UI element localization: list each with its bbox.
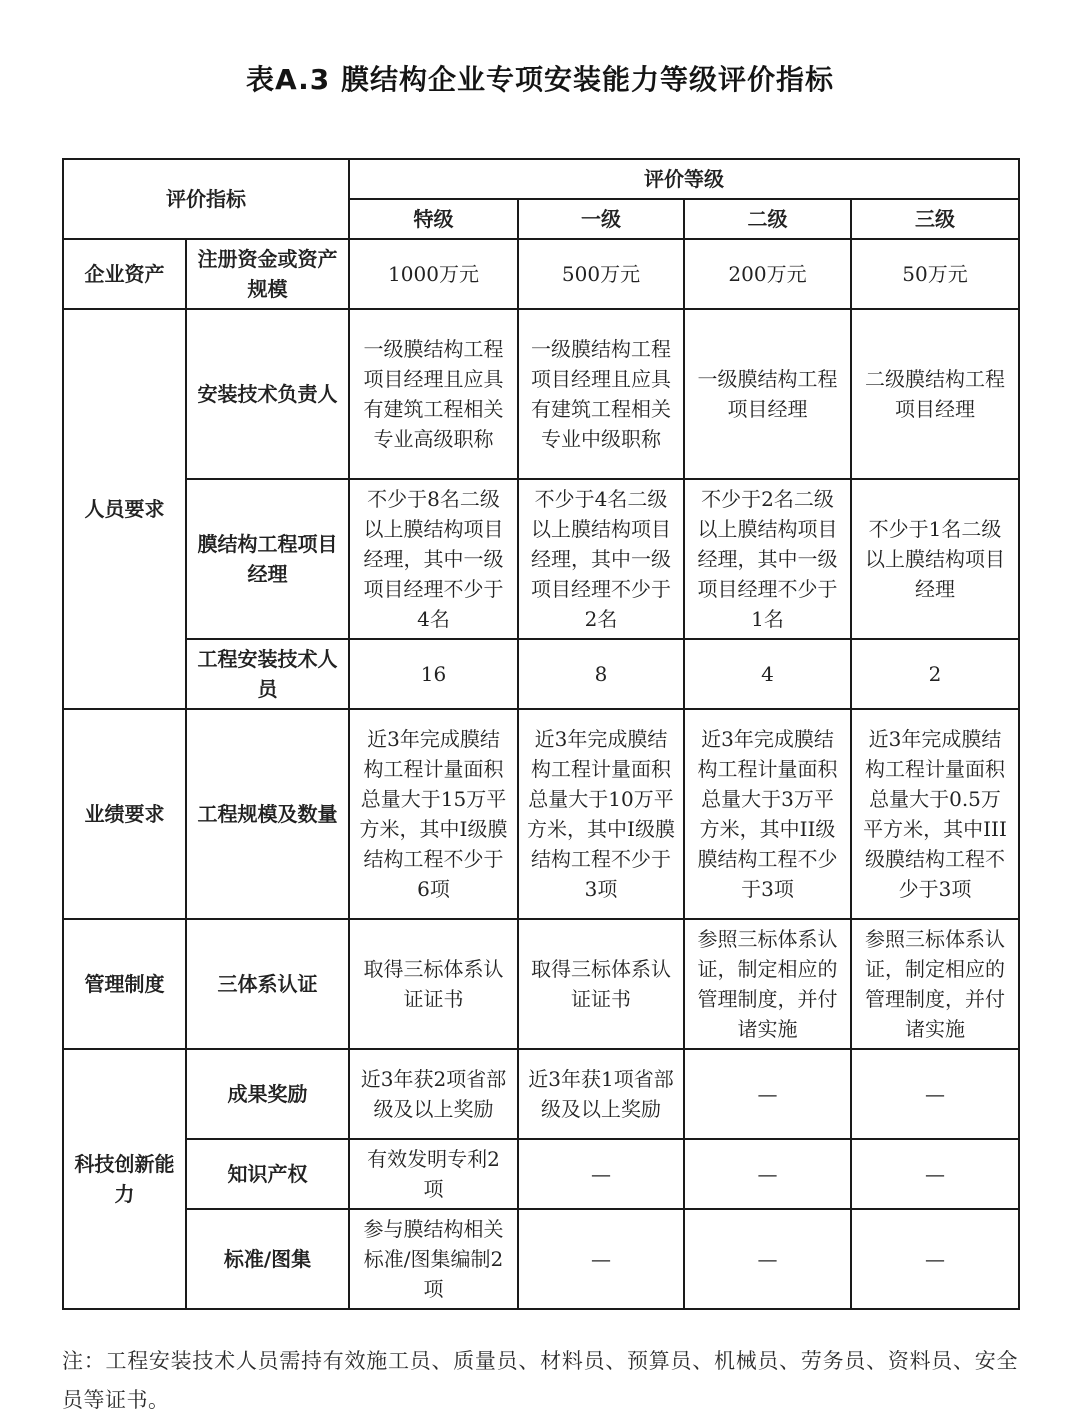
value-cell: — bbox=[684, 1049, 851, 1139]
footnote: 注：工程安装技术人员需持有效施工员、质量员、材料员、预算员、机械员、劳务员、资料员、安全员等证书。 bbox=[62, 1349, 1018, 1412]
header-indicator: 评价指标 bbox=[63, 159, 349, 239]
value-cell: 近3年获2项省部级及以上奖励 bbox=[349, 1049, 518, 1139]
value-cell: 近3年完成膜结构工程计量面积总量大于15万平方米，其中I级膜结构工程不少于6项 bbox=[349, 709, 518, 919]
value-cell: — bbox=[684, 1209, 851, 1309]
value-cell: 取得三标体系认证证书 bbox=[349, 919, 518, 1049]
indicator-cell: 安装技术负责人 bbox=[186, 309, 349, 479]
value-cell: 50万元 bbox=[851, 239, 1019, 309]
value-cell: 取得三标体系认证证书 bbox=[518, 919, 684, 1049]
indicator-cell: 标准/图集 bbox=[186, 1209, 349, 1309]
indicator-cell: 知识产权 bbox=[186, 1139, 349, 1209]
value-cell: 一级膜结构工程项目经理且应具有建筑工程相关专业高级职称 bbox=[349, 309, 518, 479]
category-cell: 科技创新能力 bbox=[63, 1049, 186, 1309]
indicator-cell: 工程安装技术人员 bbox=[186, 639, 349, 709]
indicator-cell: 成果奖励 bbox=[186, 1049, 349, 1139]
header-grade: 评价等级 bbox=[349, 159, 1019, 199]
value-cell: 200万元 bbox=[684, 239, 851, 309]
value-cell: 参与膜结构相关标准/图集编制2项 bbox=[349, 1209, 518, 1309]
value-cell: 8 bbox=[518, 639, 684, 709]
value-cell: — bbox=[518, 1139, 684, 1209]
table-row-standards bbox=[63, 1209, 1019, 1309]
value-cell: 二级膜结构工程项目经理 bbox=[851, 309, 1019, 479]
table-row-install-staff bbox=[63, 639, 1019, 709]
value-cell: 一级膜结构工程项目经理且应具有建筑工程相关专业中级职称 bbox=[518, 309, 684, 479]
value-cell: 不少于2名二级以上膜结构项目经理，其中一级项目经理不少于1名 bbox=[684, 479, 851, 639]
value-cell: 2 bbox=[851, 639, 1019, 709]
value-cell: 近3年完成膜结构工程计量面积总量大于3万平方米，其中II级膜结构工程不少于3项 bbox=[684, 709, 851, 919]
value-cell: 参照三标体系认证，制定相应的管理制度，并付诸实施 bbox=[684, 919, 851, 1049]
table-row-performance bbox=[63, 709, 1019, 919]
category-cell: 管理制度 bbox=[63, 919, 186, 1049]
indicator-cell: 工程规模及数量 bbox=[186, 709, 349, 919]
value-cell: — bbox=[518, 1209, 684, 1309]
indicator-cell: 注册资金或资产规模 bbox=[186, 239, 349, 309]
value-cell: 不少于4名二级以上膜结构项目经理，其中一级项目经理不少于2名 bbox=[518, 479, 684, 639]
table-row-project-manager bbox=[63, 479, 1019, 639]
header-grade-second: 二级 bbox=[684, 199, 851, 239]
table-row-ip bbox=[63, 1139, 1019, 1209]
value-cell: — bbox=[851, 1209, 1019, 1309]
value-cell: 1000万元 bbox=[349, 239, 518, 309]
header-grade-first: 一级 bbox=[518, 199, 684, 239]
value-cell: 近3年完成膜结构工程计量面积总量大于10万平方米，其中I级膜结构工程不少于3项 bbox=[518, 709, 684, 919]
value-cell: — bbox=[684, 1139, 851, 1209]
value-cell: 不少于1名二级以上膜结构项目经理 bbox=[851, 479, 1019, 639]
table-row-awards bbox=[63, 1049, 1019, 1139]
table-row-assets bbox=[63, 239, 1019, 309]
value-cell: 一级膜结构工程项目经理 bbox=[684, 309, 851, 479]
header-row-top bbox=[63, 159, 1019, 199]
indicator-cell: 膜结构工程项目经理 bbox=[186, 479, 349, 639]
header-grade-special: 特级 bbox=[349, 199, 518, 239]
value-cell: 4 bbox=[684, 639, 851, 709]
indicator-cell: 三体系认证 bbox=[186, 919, 349, 1049]
value-cell: 参照三标体系认证，制定相应的管理制度，并付诸实施 bbox=[851, 919, 1019, 1049]
category-cell: 人员要求 bbox=[63, 309, 186, 709]
table-title: 表A.3 膜结构企业专项安装能力等级评价指标 bbox=[245, 63, 835, 96]
value-cell: 不少于8名二级以上膜结构项目经理，其中一级项目经理不少于4名 bbox=[349, 479, 518, 639]
value-cell: — bbox=[851, 1049, 1019, 1139]
category-cell: 企业资产 bbox=[63, 239, 186, 309]
table-row-tech-lead bbox=[63, 309, 1019, 479]
category-cell: 业绩要求 bbox=[63, 709, 186, 919]
rating-table bbox=[62, 158, 1020, 1310]
value-cell: 有效发明专利2项 bbox=[349, 1139, 518, 1209]
value-cell: 500万元 bbox=[518, 239, 684, 309]
table-row-management bbox=[63, 919, 1019, 1049]
value-cell: — bbox=[851, 1139, 1019, 1209]
header-grade-third: 三级 bbox=[851, 199, 1019, 239]
value-cell: 16 bbox=[349, 639, 518, 709]
value-cell: 近3年获1项省部级及以上奖励 bbox=[518, 1049, 684, 1139]
value-cell: 近3年完成膜结构工程计量面积总量大于0.5万平方米，其中III级膜结构工程不少于3项 bbox=[851, 709, 1019, 919]
